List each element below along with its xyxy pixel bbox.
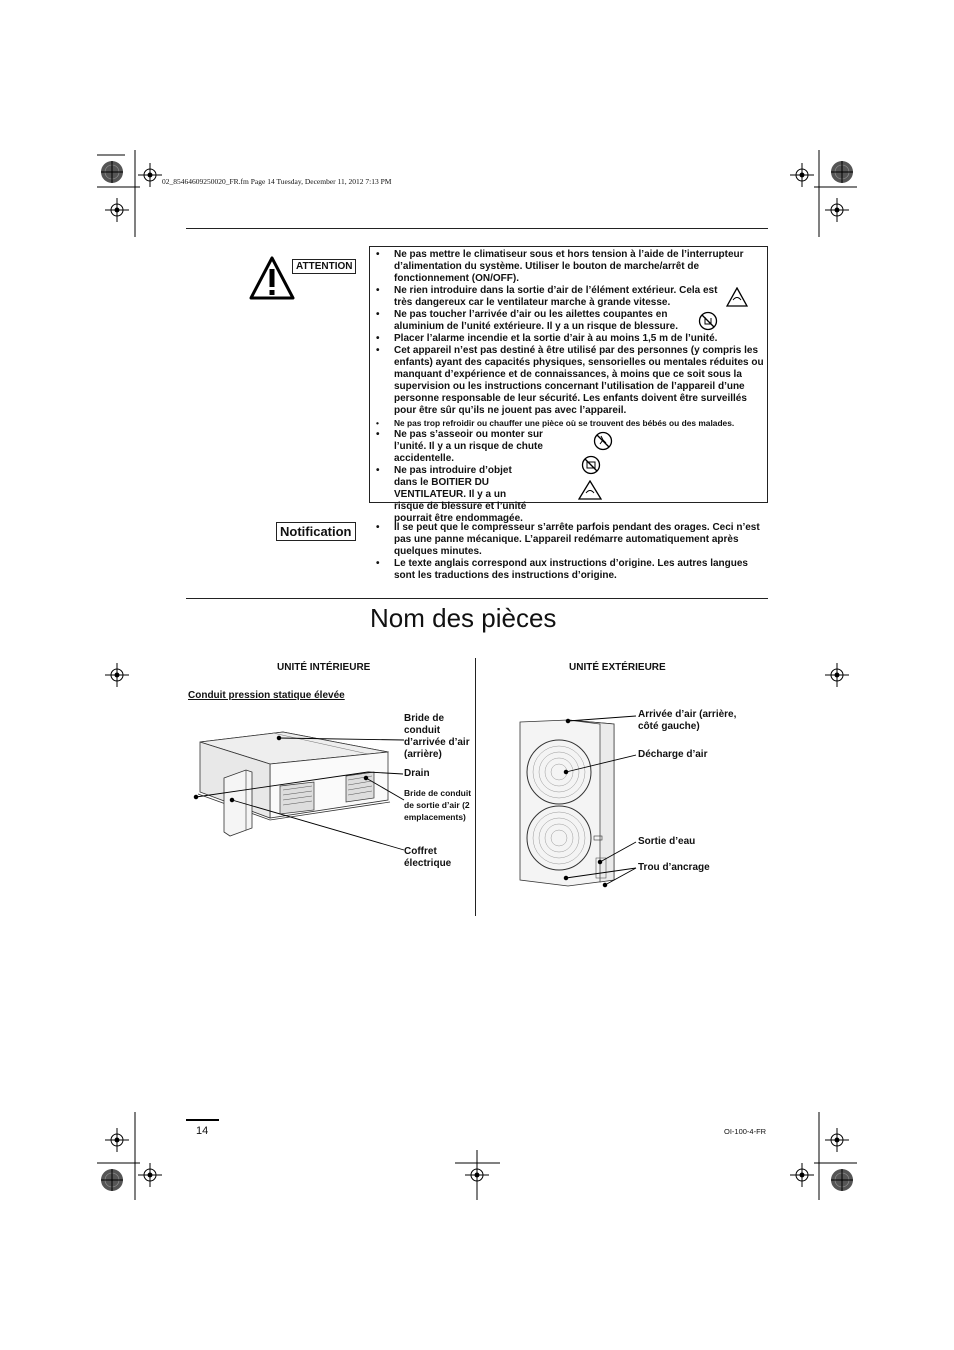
notification-item: • Le texte anglais correspond aux instructions d’origine. Les autres langues sont les traductions des instructions d’origine. [372, 558, 764, 582]
no-touch-icon [698, 311, 718, 331]
file-header: 02_85464609250020_FR.fm Page 14 Tuesday, December 11, 2012 7:13 PM [162, 177, 392, 186]
indoor-subheading: Conduit pression statique élevée [188, 690, 345, 701]
air-inlet-label: Arrivée d’air (arrière, côté gauche) [638, 709, 737, 732]
notification-list [372, 522, 764, 582]
page-number: 14 [196, 1125, 209, 1137]
water-outlet-label: Sortie d’eau [638, 836, 696, 847]
electrical-box-label: Coffret électrique [404, 846, 452, 869]
attention-item: • Ne pas trop refroidir ou chauffer une pièce où se trouvent des bébés ou des malades. [372, 417, 764, 429]
caution-triangle-icon [726, 287, 748, 307]
attention-item: • Ne pas mettre le climatiseur sous et hors tension à l’aide de l’interrupteur d’alimentation du système. Utiliser le bouton de marche/arrêt de fonctionnement (ON/OFF). [372, 249, 764, 285]
inlet-flange-label: Bride de conduit d’arrivée d’air (arrière) [404, 713, 470, 760]
no-insert-icon [581, 455, 601, 475]
attention-item: • Cet appareil n’est pas destiné à être utilisé par des personnes (y compris les enfants) ayant des capacités physiques, sensorielles ou mentales réduites ou manquant d’expérience et de connaissances, à moins que ce soit sous la supervision ou les instructions concernant l’utilisation de l’appareil d’une personne responsable de leur sécurité. Les enfants doivent être surveillés pour être sûr qu’ils ne jouent pas avec l’appareil. [372, 345, 764, 417]
outlet-flange-label: Bride de conduit de sortie d’air (2 emplacements) [404, 788, 472, 822]
outdoor-unit-drawing [510, 710, 650, 895]
indoor-heading: UNITÉ INTÉRIEURE [277, 662, 371, 673]
attention-item: • Ne rien introduire dans la sortie d’air de l’élément extérieur. Cela est très dangereux car le ventilateur marche à grande vitesse. [372, 285, 764, 309]
attention-item: • Ne pas introduire d’objet dans le BOITIER DU VENTILATEUR. Il y a un risque de blessure et l’unité pourrait être endommagée. [372, 465, 764, 525]
attention-item: • Placer l’alarme incendie et la sortie d’air à au moins 1,5 m de l’unité. [372, 333, 764, 345]
section-rule [186, 598, 768, 599]
air-outlet-label: Décharge d’air [638, 749, 708, 760]
doc-code: OI-100-4-FR [724, 1127, 767, 1136]
anchor-hole-label: Trou d’ancrage [638, 862, 710, 873]
notification-label: Notification [276, 522, 356, 541]
attention-item: • Ne pas s’asseoir ou monter sur l’unité. Il y a un risque de chute accidentelle. [372, 429, 764, 465]
drain-label: Drain [404, 768, 430, 779]
attention-label: ATTENTION [292, 259, 356, 274]
page-title: Nom des pièces [370, 603, 557, 633]
warning-icon [249, 255, 295, 301]
caution-triangle-icon [578, 480, 602, 500]
attention-item: • Ne pas toucher l’arrivée d’air ou les ailettes coupantes en aluminium de l’unité extérieure. Il y a un risque de blessure. [372, 309, 764, 333]
notification-item: • Il se peut que le compresseur s’arrête parfois pendant des orages. Ceci n’est pas une panne mécanique. L’appareil redémarre automatiquement après quelques minutes. [372, 522, 764, 558]
outdoor-heading: UNITÉ EXTÉRIEURE [569, 662, 666, 673]
no-climbing-icon [593, 431, 613, 451]
attention-list [372, 249, 764, 525]
attention-box [369, 246, 768, 524]
top-rule [186, 228, 768, 229]
footer-rule [186, 1119, 219, 1121]
